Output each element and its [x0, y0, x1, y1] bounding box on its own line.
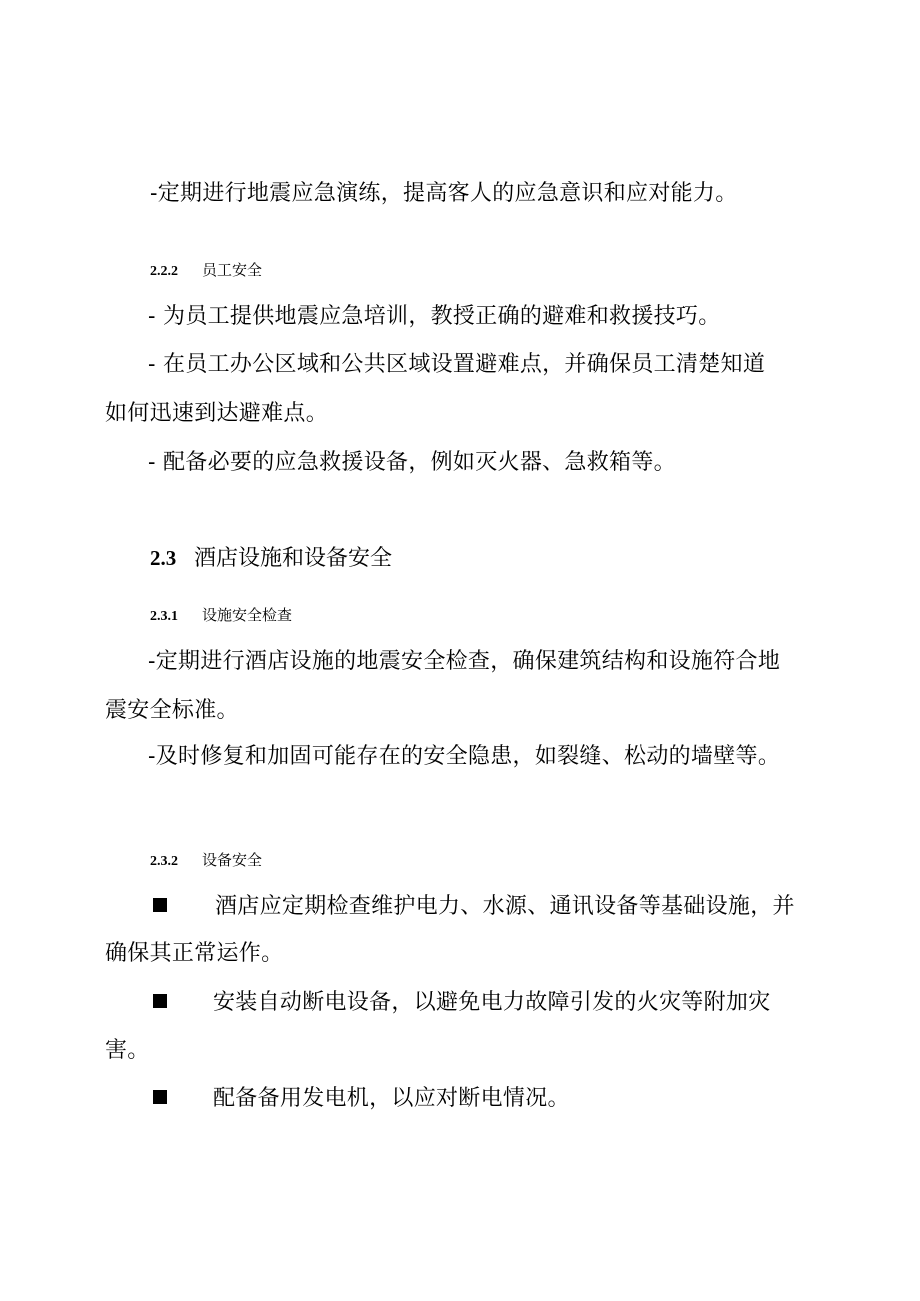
list-item-continuation: 害。 — [105, 1038, 150, 1063]
list-item-continuation: 如何迅速到达避难点。 — [105, 401, 329, 426]
paragraph-line: -定期进行地震应急演练，提高客人的应急意识和应对能力。 — [150, 181, 738, 206]
list-item: 酒店应定期检查维护电力、水源、通讯设备等基础设施，并 — [215, 894, 795, 919]
square-bullet-icon — [153, 898, 167, 912]
section-heading-2-2-2 — [150, 263, 262, 279]
section-heading-2-3-2 — [150, 853, 262, 869]
list-item: - 为员工提供地震应急培训，教授正确的避难和救援技巧。 — [148, 304, 721, 329]
list-item: -定期进行酒店设施的地震安全检查，确保建筑结构和设施符合地 — [148, 649, 781, 674]
section-title: 设施安全检查 — [202, 606, 293, 624]
square-bullet-icon — [153, 1090, 167, 1104]
section-number: 2.3 — [150, 546, 177, 570]
section-number: 2.2.2 — [150, 264, 178, 279]
list-item: - 在员工办公区域和公共区域设置避难点，并确保员工清楚知道 — [148, 352, 766, 377]
section-heading-2-3-1 — [150, 608, 292, 624]
list-item-continuation: 确保其正常运作。 — [105, 941, 284, 966]
section-title: 设备安全 — [202, 851, 263, 869]
section-number: 2.3.2 — [150, 854, 178, 869]
section-title: 酒店设施和设备安全 — [194, 546, 393, 571]
square-bullet-icon — [153, 994, 167, 1008]
list-item: 安装自动断电设备，以避免电力故障引发的火灾等附加灾 — [213, 990, 771, 1015]
list-item: - 配备必要的应急救援设备，例如灭火器、急救箱等。 — [148, 450, 676, 475]
list-item: 配备备用发电机，以应对断电情况。 — [213, 1086, 570, 1111]
section-heading-2-3 — [150, 548, 392, 570]
section-title: 员工安全 — [202, 261, 263, 279]
section-number: 2.3.1 — [150, 609, 178, 624]
list-item-continuation: 震安全标准。 — [105, 698, 239, 723]
list-item: -及时修复和加固可能存在的安全隐患，如裂缝、松动的墙壁等。 — [148, 744, 781, 769]
